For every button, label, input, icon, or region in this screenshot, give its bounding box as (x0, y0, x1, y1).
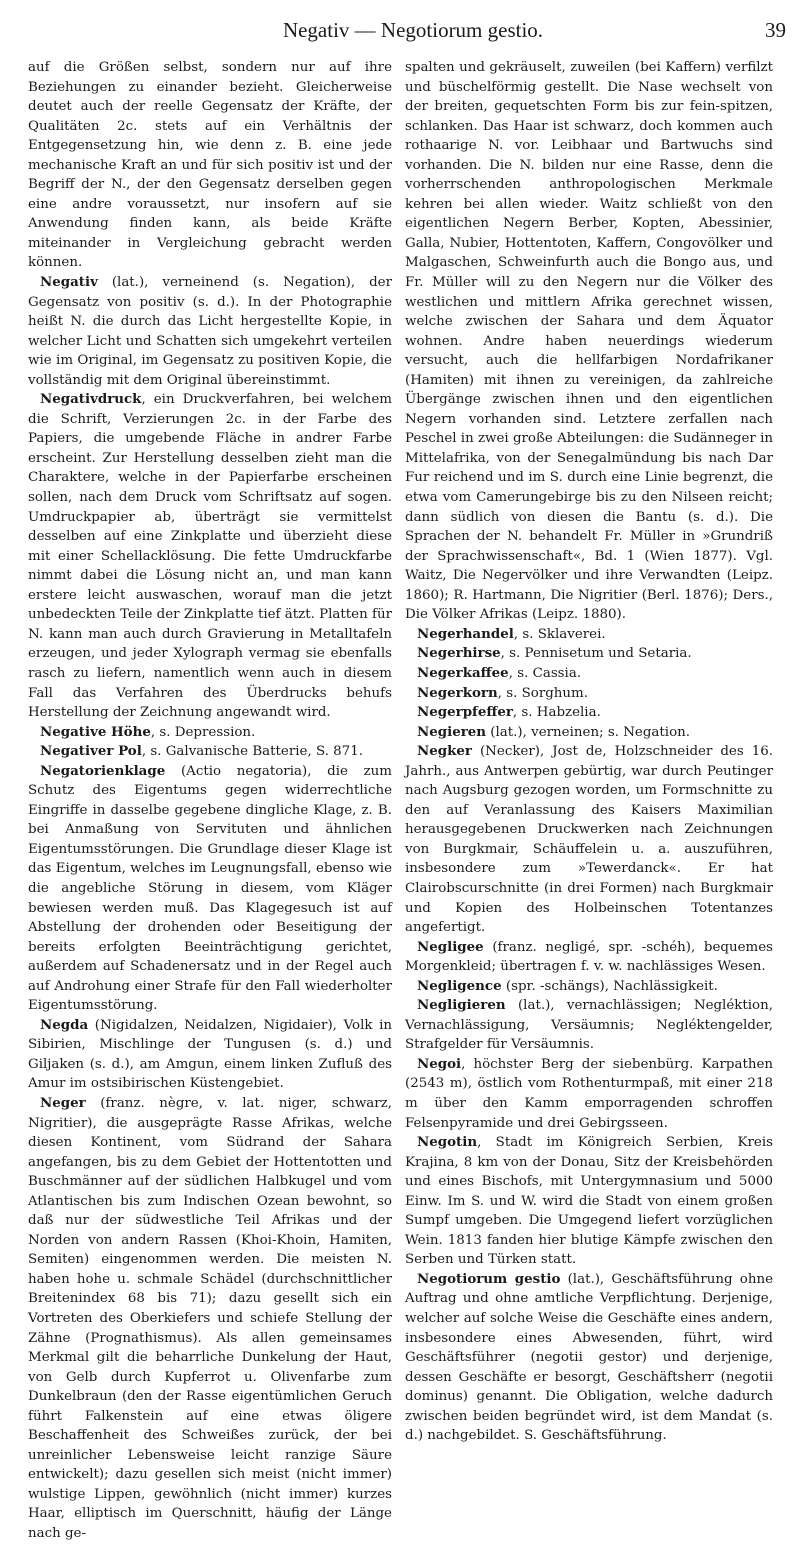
dictionary-entry (28, 273, 392, 390)
entry-text: (lat.), verneinend (s. Negation), der Gegensatz von positiv (s. d.). In der Photographie heißt N. die durch das Licht hergestellte Kopie, in welcher Licht und Schatten sich umgekehrt verteilen wie im Original, im Gegensatz zu positiven Kopie, die vollständig mit dem Original übereinstimmt. (28, 275, 392, 388)
right-column (405, 58, 773, 1446)
entry-text: , s. Sklaverei. (513, 626, 606, 642)
dictionary-entry (405, 977, 773, 997)
dictionary-entry (405, 1055, 773, 1133)
dictionary-entry (28, 762, 392, 1016)
dictionary-entry (405, 703, 773, 723)
entry-text: , s. Cassia. (508, 665, 582, 681)
dictionary-entry (28, 742, 392, 762)
entry-headword: Negativ (40, 274, 98, 291)
entry-headword: Neger (40, 1094, 86, 1111)
dictionary-entry (405, 938, 773, 977)
entry-continuation (405, 58, 773, 625)
entry-continuation (28, 58, 392, 273)
entry-headword: Negoi (417, 1055, 462, 1072)
entry-text: , s. Pennisetum und Setaria. (500, 646, 692, 662)
dictionary-entry (405, 664, 773, 684)
entry-text: , s. Sorghum. (497, 685, 589, 701)
entry-headword: Negda (40, 1016, 89, 1033)
entry-text: (lat.), vernachlässigen; Negléktion, Vernachlässigung, Versäumnis; Negléktengelder, Strafgelder für Versäumnis. (405, 998, 773, 1053)
dictionary-entry (28, 1094, 392, 1544)
entry-text: (franz. nègre, v. lat. niger, schwarz, Nigritier), die ausgeprägte Rasse Afrikas, welche diesen Kontinent, vom Südrand der Sahara angefangen, bis zu dem Gebiet der Hottentotten und Buschmänner auf der südlichen Halbkugel und vom Atlantischen bis zum Indischen Ozean bewohnt, so daß nur der südwestliche Teil Afrikas und der Norden von andern Rassen (Khoi-Khoin, Hamiten, Semiten) eingenommen werden. Die meisten N. haben hohe u. schmale Schädel (durchschnittlicher Breitenindex 68 bis 71); dazu gesellt sich ein Vortreten des Oberkiefers und schiefe Stellung der Zähne (Prognathismus). Als allen gemeinsames Merkmal gilt die beharrliche Dunkelung der Haut, von Gelb durch Kupferrot u. Olivenfarbe zum Dunkelbraun (den der Rasse eigentümlichen Geruch führt Falkenstein auf eine etwas öligere Beschaffenheit des Schweißes zurück, der bei unreinlicher Lebensweise leicht ranzige Säure entwickelt); dazu gesellen sich meist (nicht immer) wulstige Lippen, gewöhnlich (nicht immer) kurzes Haar, elliptisch im Querschnitt, häufig der Länge nach ge- (28, 1095, 392, 1542)
entry-headword: Negerpfeffer (417, 704, 513, 721)
entry-headword: Negotin (417, 1134, 478, 1151)
entry-headword: Negerkaffee (417, 664, 509, 681)
entry-text: , ein Druckverfahren, bei welchem die Schrift, Verzierungen 2c. in der Farbe des Papiers, die umgebende Fläche in andrer Farbe erscheint. Zur Herstellung desselben zieht man die Charaktere, welche in der Papierfarbe erscheinen sollen, nach dem Druck vom Schriftsatz auf sogen. Umdruckpapier ab, überträgt sie vermittelst desselben auf eine Zinkplatte und überzieht diese mit einer Schellacklösung. Die fette Umdruckfarbe nimmt dabei die Lösung nicht an, und man kann erstere leicht auswaschen, worauf man die jetzt unbedeckten Teile der Zinkplatte tief ätzt. Platten für N. kann man auch durch Gravierung in Metalltafeln erzeugen, und jeder Xylograph vermag sie ebenfalls rasch zu liefern, namentlich wenn auch in diesem Fall das Verfahren des Überdrucks behufs Herstellung der Zeichnung angewandt wird. (28, 392, 392, 721)
entry-headword: Negligieren (417, 997, 506, 1014)
entry-text: (Actio negatoria), die zum Schutz des Eigentums gegen widerrechtliche Eingriffe in dasselbe gegebene dingliche Klage, z. B. bei Anmaßung von Servituten und ähnlichen Eigentumsstörungen. Die Grundlage dieser Klage ist das Eigentum, welches im Leugnungsfall, ebenso wie die angebliche Störung in diesem, vom Kläger bewiesen werden muß. Das Klagegesuch ist auf Abstellung der drohenden oder Beseitigung der bereits erfolgten Beeinträchtigung gerichtet, außerdem auf Schadenersatz und in der Regel auch auf Androhung einer Strafe für den Fall wiederholter Eigentumsstörung. (28, 763, 392, 1014)
dictionary-entry (28, 723, 392, 743)
entry-headword: Negotiorum gestio (417, 1270, 561, 1287)
entry-text: , s. Galvanische Batterie, S. 871. (141, 744, 363, 760)
entry-headword: Negativdruck (40, 391, 142, 408)
entry-headword: Negligence (417, 977, 502, 994)
entry-headword: Negerhirse (417, 645, 501, 662)
page-header (40, 18, 786, 58)
running-title: Negativ — Negotiorum gestio. (282, 18, 544, 42)
entry-text: , s. Depression. (150, 724, 256, 740)
left-column (28, 58, 392, 1544)
entry-text: , höchster Berg der siebenbürg. Karpathen (2543 m), östlich vom Rothenturmpaß, mit einer 218 m über den Kamm emporragenden schroffen Felsenpyramide und drei Gebirgsseen. (405, 1056, 773, 1131)
entry-text: , Stadt im Königreich Serbien, Kreis Krajina, 8 km von der Donau, Sitz der Kreisbehörden und eines Bischofs, mit Untergymnasium und 5000 Einw. Im S. und W. wird die Stadt von einem großen Sumpf umgeben. Die Umgegend liefert vorzüglichen Wein. 1813 fanden hier blutige Kämpfe zwischen den Serben und Türken statt. (405, 1135, 773, 1268)
entry-text: , s. Habzelia. (512, 705, 601, 721)
entry-text: spalten und gekräuselt, zuweilen (bei Kaffern) verfilzt und büschelförmig gestellt. Die Nase wechselt von der breiten, gequetschten Form bis zur fein-spitzen, schlanken. Das Haar ist schwarz, doch kommen auch rothaarige N. vor. Leibhaar und Bartwuchs sind vorhanden. Die N. bilden nur eine Rasse, denn die vorherrschenden anthropologischen Merkmale kehren bei allen wieder. Waitz schließt von den eigentlichen Negern Berber, Kopten, Abessinier, Galla, Nubier, Hottentoten, Kaffern, Congovölker und Malgaschen, Schweinfurth auch die Bongo aus, und Fr. Müller will zu den Negern nur die Völker des westlichen und mittlern Afrika gerechnet wissen, welche zwischen der Sahara und dem Äquator wohnen. Andre haben neuerdings wiederum versucht, auch die hellfarbigen Nordafrikaner (Hamiten) mit ihnen zu vereinigen, da zahlreiche Übergänge zwischen ihnen und den eigentlichen Negern vorhanden sind. Letztere zerfallen nach Peschel in zwei große Abteilungen: die Sudänneger in Mittelafrika, von der Senegalmündung bis nach Dar Fur reichend und im S. durch eine Linie begrenzt, die etwa vom Camerungebirge bis zu den Nilseen reicht; dann südlich von diesen die Bantu (s. d.). Die Sprachen der N. behandelt Fr. Müller in »Grundriß der Sprachwissenschaft«, Bd. 1 (Wien 1877). Vgl. Waitz, Die Negervölker und ihre Verwandten (Leipz. 1860); R. Hartmann, Die Nigritier (Berl. 1876); Ders., Die Völker Afrikas (Leipz. 1880). (405, 60, 773, 623)
entry-headword: Negligee (417, 938, 484, 955)
entry-text: (lat.), verneinen; s. Negation. (486, 724, 691, 740)
dictionary-entry (28, 390, 392, 722)
entry-text: (franz. negligé, spr. -schéh), bequemes Morgenkleid; übertragen f. v. w. nachlässiges Wesen. (405, 939, 773, 975)
entry-headword: Negative Höhe (40, 723, 151, 740)
entry-headword: Negatorienklage (40, 762, 166, 779)
dictionary-entry (405, 742, 773, 937)
dictionary-entry (405, 723, 773, 743)
entry-text: auf die Größen selbst, sondern nur auf ihre Beziehungen zu einander bezieht. Gleicherweise deutet auch der reelle Gegensatz der Kräfte, der Qualitäten 2c. stets auf ein Verhältnis der Entgegensetzung hin, wie denn z. B. eine jede mechanische Kraft an und für sich positiv ist und der Begriff der N., der den Gegensatz derselben gegen eine andre voraussetzt, nur insofern auf sie Anwendung finden kann, als beide Kräfte miteinander in Vergleichung gebracht werden können. (28, 60, 392, 271)
entry-text: (Nigidalzen, Neidalzen, Nigidaier), Volk in Sibirien, Mischlinge der Tungusen (s. d.) und Giljaken (s. d.), am Amgun, einem linken Zufluß des Amur im ostsibirischen Küstengebiet. (28, 1017, 392, 1092)
entry-headword: Negerhandel (417, 625, 514, 642)
dictionary-entry (405, 1133, 773, 1270)
entry-text: (spr. -schängs), Nachlässigkeit. (501, 978, 718, 994)
page-number: 39 (765, 18, 786, 42)
dictionary-entry (405, 625, 773, 645)
dictionary-entry (405, 644, 773, 664)
entry-text: (Necker), Jost de, Holzschneider des 16. Jahrh., aus Antwerpen gebürtig, war durch Peutinger nach Augsburg gezogen worden, um Formschnitte zu den auf Veranlassung des Kaisers Maximilian herausgegebenen Druckwerken nach Zeichnungen von Burgkmair, Schäuffelein u. a. auszuführen, insbesondere zum »Tewerdanck«. Er hat Clairobscurschnitte (in drei Formen) nach Burgkmair und Kopien des Holbeinschen Totentanzes angefertigt. (405, 744, 773, 936)
entry-text: (lat.), Geschäftsführung ohne Auftrag und ohne amtliche Verpflichtung. Derjenige, welcher auf solche Weise die Geschäfte eines andern, insbesondere eines Abwesenden, führt, wird Geschäftsführer (negotii gestor) und derjenige, dessen Geschäfte er besorgt, Geschäftsherr (negotii dominus) genannt. Die Obligation, welche dadurch zwischen beiden begründet wird, ist dem Mandat (s. d.) nachgebildet. S. Geschäftsführung. (405, 1271, 773, 1444)
entry-headword: Negerkorn (417, 684, 498, 701)
entry-headword: Negker (417, 743, 472, 760)
dictionary-entry (405, 684, 773, 704)
dictionary-entry (405, 1270, 773, 1446)
dictionary-entry (405, 996, 773, 1055)
entry-headword: Negieren (417, 723, 487, 740)
dictionary-entry (28, 1016, 392, 1094)
entry-headword: Negativer Pol (40, 743, 142, 760)
